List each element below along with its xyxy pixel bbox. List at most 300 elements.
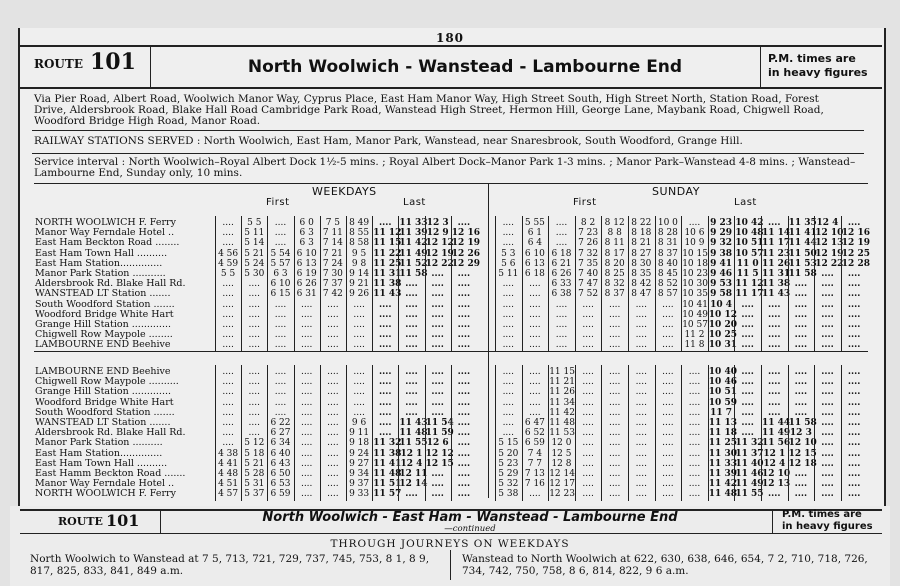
timetable-cell: 11 58 <box>788 418 817 428</box>
timetable-cell: .... <box>768 387 781 398</box>
timetable-cell: 6 27 <box>270 428 291 439</box>
timetable-cell: .... <box>457 299 471 310</box>
timetable-cell: 9 14 <box>349 269 370 279</box>
through-divider <box>450 550 451 580</box>
timetable-cell: .... <box>662 469 674 479</box>
timetable-cell: 10 18 <box>682 258 708 269</box>
timetable-cell: .... <box>274 238 287 249</box>
timetable-cell: 11 57 <box>373 489 402 500</box>
timetable-cell: 8 17 <box>604 248 625 259</box>
timetable-cell: 11 31 <box>373 269 402 279</box>
timetable-cell: .... <box>300 330 313 341</box>
timetable-cell: 11 38 <box>373 448 402 459</box>
timetable-cell: 11 48 <box>373 469 402 479</box>
timetable-cell: 5 5 <box>220 269 236 279</box>
timetable-cell: 11 49 <box>735 479 764 490</box>
timetable-cell: 5 21 <box>244 458 265 469</box>
timetable-cell: .... <box>529 320 541 330</box>
timetable-cell: .... <box>555 330 568 341</box>
timetable-cell: 8 42 <box>631 279 652 290</box>
timetable-cell: .... <box>662 387 674 398</box>
timetable-cell: 12 4 <box>400 458 423 469</box>
timetable-cell: 11 15 <box>373 238 402 249</box>
timetable-cell: .... <box>768 377 781 388</box>
timetable-cell: .... <box>457 407 471 418</box>
timetable-cell: 10 6 <box>684 228 705 239</box>
timetable-cell: 11 39 <box>708 469 737 479</box>
timetable-cell: .... <box>274 309 287 320</box>
timetable-cell: .... <box>248 387 260 398</box>
timetable-cell: 12 0 <box>551 438 572 449</box>
timetable-cell: .... <box>300 387 313 398</box>
timetable-cell: .... <box>847 407 861 418</box>
timetable-cell: 11 0 <box>736 258 759 269</box>
pm-note <box>782 509 873 533</box>
timetable-cell: .... <box>502 330 515 341</box>
timetable-cell: 9 38 <box>710 248 733 259</box>
stop-name: Aldersbrook Rd. Blake Hall Rd. <box>35 427 186 439</box>
timetable-cell: 6 31 <box>296 289 317 300</box>
timetable-cell: 11 12 <box>373 228 402 239</box>
timetable-cell: 6 1 <box>527 228 543 239</box>
timetable-cell: .... <box>300 428 313 439</box>
timetable-cell: .... <box>741 407 754 418</box>
timetable-cell: 6 19 <box>296 269 317 279</box>
rule <box>32 153 864 154</box>
timetable-cell: 8 40 <box>657 258 678 269</box>
timetable-cell: .... <box>635 340 648 351</box>
timetable-cell: .... <box>688 418 701 428</box>
timetable-cell: .... <box>821 428 834 439</box>
timetable-cell: .... <box>457 418 471 428</box>
timetable-cell: 10 30 <box>682 279 708 290</box>
timetable-cell: .... <box>457 330 471 341</box>
timetable-cell: .... <box>502 418 515 428</box>
timetable-cell: .... <box>353 309 365 320</box>
timetable-cell: .... <box>821 469 834 479</box>
timetable-cell: 6 10 <box>270 279 291 290</box>
timetable-cell: 10 35 <box>682 289 708 300</box>
timetable-cell: .... <box>353 367 365 377</box>
timetable-cell: 10 25 <box>708 330 737 341</box>
timetable-cell: .... <box>222 397 234 408</box>
stop-name: South Woodford Station ....... <box>35 298 175 310</box>
timetable-cell: 12 10 <box>815 228 844 239</box>
route-number: 101 <box>90 49 136 75</box>
timetable-cell: .... <box>327 458 339 469</box>
route-number: 101 <box>106 511 140 530</box>
timetable-cell: 11 48 <box>399 428 428 439</box>
timetable-cell: .... <box>222 428 234 439</box>
timetable-cell: 12 23 <box>549 489 575 500</box>
timetable-cell: .... <box>300 309 313 320</box>
timetable-cell: .... <box>794 407 808 418</box>
timetable-cell: .... <box>300 397 313 408</box>
timetable-cell: 11 32 <box>373 438 402 449</box>
timetable-cell: 5 3 <box>501 248 516 259</box>
timetable-cell: .... <box>379 340 392 351</box>
timetable-cell: 5 24 <box>244 258 265 269</box>
timetable-cell: .... <box>248 309 260 320</box>
header-divider <box>150 47 151 87</box>
timetable-cell: 6 34 <box>270 438 291 449</box>
timetable-cell: .... <box>608 330 621 341</box>
timetable-cell: .... <box>847 289 861 300</box>
timetable-cell: .... <box>457 397 471 408</box>
timetable-cell: .... <box>431 320 444 330</box>
timetable-cell: .... <box>405 330 418 341</box>
timetable-cell: .... <box>635 438 648 449</box>
continued-title: North Woolwich - East Ham - Wanstead - Lambourne End <box>262 510 678 525</box>
timetable-cell: .... <box>582 397 594 408</box>
timetable-cell: 5 23 <box>498 458 519 469</box>
timetable-cell: 11 23 <box>762 248 791 259</box>
timetable-cell: 9 8 <box>351 258 367 269</box>
timetable-cell: 12 19 <box>425 248 454 259</box>
timetable-cell: .... <box>794 397 808 408</box>
timetable-cell: .... <box>353 397 365 408</box>
timetable-cell: .... <box>582 340 594 351</box>
timetable-cell: 6 59 <box>270 489 291 500</box>
route-label: ROUTE <box>58 515 103 528</box>
timetable-cell: 12 25 <box>841 248 870 259</box>
timetable-cell: .... <box>502 428 515 439</box>
timetable-cell: .... <box>457 340 471 351</box>
timetable-cell: .... <box>608 448 621 459</box>
timetable-cell: 5 20 <box>498 448 519 459</box>
timetable-cell: .... <box>608 418 621 428</box>
timetable-cell: .... <box>847 428 861 439</box>
timetable-cell: 6 40 <box>270 448 291 459</box>
sunday-heading: SUNDAY <box>652 185 700 198</box>
timetable-cell: 12 1 <box>400 448 423 459</box>
timetable-cell: .... <box>457 387 471 398</box>
timetable-cell: 12 15 <box>425 458 454 469</box>
timetable-cell: 12 10 <box>788 438 817 449</box>
timetable-cell: 8 20 <box>604 258 625 269</box>
first-label: First <box>573 197 597 208</box>
timetable-cell: 11 17 <box>735 289 764 300</box>
timetable-cell: 6 13 <box>296 258 317 269</box>
timetable-cell: 9 58 <box>710 289 733 300</box>
pm-note-line: in heavy figures <box>768 66 868 79</box>
timetable-cell: .... <box>635 489 648 500</box>
timetable-cell: .... <box>274 320 287 330</box>
service-line: Lambourne End, Sunday only, 10 mins. <box>34 167 243 179</box>
timetable-cell: .... <box>300 320 313 330</box>
timetable-cell: 12 16 <box>451 228 480 239</box>
timetable-cell: .... <box>327 479 339 490</box>
timetable-cell: .... <box>662 407 674 418</box>
stop-name: WANSTEAD LT Station ....... <box>35 417 171 428</box>
timetable-cell: .... <box>457 377 471 388</box>
timetable-cell: 11 26 <box>762 258 791 269</box>
timetable-cell: 9 29 <box>710 228 733 239</box>
timetable-cell: .... <box>327 340 339 351</box>
timetable-cell: 5 37 <box>244 489 265 500</box>
stop-name: Manor Way Ferndale Hotel .. <box>35 478 175 490</box>
timetable-cell: .... <box>582 299 594 310</box>
timetable-cell: .... <box>608 320 621 330</box>
timetable-cell: 11 43 <box>399 418 428 428</box>
timetable-cell: .... <box>847 320 861 330</box>
timetable-cell: 7 14 <box>322 238 343 249</box>
timetable-cell: .... <box>222 238 234 249</box>
timetable-cell: .... <box>248 418 260 428</box>
timetable-cell: 12 19 <box>841 238 870 249</box>
timetable-cell: .... <box>327 309 339 320</box>
timetable-cell: .... <box>821 269 834 279</box>
timetable-cell: .... <box>794 289 808 300</box>
timetable-cell: .... <box>662 367 674 377</box>
timetable-cell: 12 13 <box>815 238 844 249</box>
continued-section <box>10 506 890 586</box>
timetable-cell: .... <box>608 479 621 490</box>
timetable-cell: 9 41 <box>710 258 733 269</box>
timetable-cell: .... <box>529 340 541 351</box>
timetable-cell: .... <box>502 387 515 398</box>
timetable-cell: 7 52 <box>578 289 599 300</box>
timetable-cell: .... <box>327 320 339 330</box>
stop-name: NORTH WOOLWICH F. Ferry <box>35 217 176 228</box>
timetable-cell: .... <box>405 489 418 500</box>
timetable-cell: 8 49 <box>349 218 370 228</box>
timetable-cell: 9 23 <box>710 218 733 228</box>
timetable-cell: .... <box>529 377 541 388</box>
timetable-cell: 5 32 <box>498 479 519 490</box>
timetable-cell: .... <box>431 269 444 279</box>
timetable-cell: 10 57 <box>682 320 708 330</box>
timetable-cell: .... <box>222 228 234 239</box>
timetable-cell: 8 58 <box>349 238 370 249</box>
timetable-cell: .... <box>847 479 861 490</box>
stop-name: LAMBOURNE END Beehive <box>35 339 171 351</box>
timetable-cell: .... <box>847 418 861 428</box>
timetable-cell: .... <box>353 407 365 418</box>
last-label: Last <box>403 197 426 208</box>
header-divider <box>760 47 761 87</box>
timetable-cell: 8 27 <box>631 248 652 259</box>
timetable-cell: 10 46 <box>708 377 737 388</box>
timetable-cell: 7 24 <box>322 258 343 269</box>
timetable-cell: 6 43 <box>270 458 291 469</box>
timetable-cell: .... <box>222 377 234 388</box>
timetable-cell: 4 59 <box>218 258 239 269</box>
stop-name: WANSTEAD LT Station ....... <box>35 288 171 300</box>
timetable-cell: .... <box>582 367 594 377</box>
timetable-cell: .... <box>353 377 365 388</box>
timetable-cell: .... <box>457 279 471 290</box>
timetable-cell: 6 0 <box>299 218 314 228</box>
timetable-cell: 10 51 <box>735 238 764 249</box>
timetable-cell: 10 23 <box>682 269 708 279</box>
timetable-cell: 6 33 <box>551 279 572 290</box>
timetable-cell: .... <box>379 397 392 408</box>
table-top-rule <box>34 183 868 184</box>
timetable-cell: .... <box>608 458 621 469</box>
timetable-cell: .... <box>457 489 471 500</box>
timetable-cell: 9 32 <box>710 238 733 249</box>
timetable-cell: .... <box>405 279 418 290</box>
timetable-cell: .... <box>662 489 674 500</box>
timetable-cell: .... <box>502 238 515 249</box>
timetable-cell: .... <box>768 218 781 228</box>
timetable-cell: .... <box>431 340 444 351</box>
timetable-cell: .... <box>555 320 568 330</box>
timetable-cell: .... <box>431 309 444 320</box>
timetable-cell: .... <box>431 479 444 490</box>
timetable-cell: 11 53 <box>549 428 575 439</box>
timetable-cell: .... <box>582 489 594 500</box>
timetable-cell: 8 55 <box>349 228 370 239</box>
timetable-cell: 8 11 <box>604 238 625 249</box>
timetable-cell: .... <box>327 448 339 459</box>
continued-label: —continued <box>444 524 496 534</box>
timetable-cell: 11 42 <box>708 479 737 490</box>
timetable-cell: .... <box>821 407 834 418</box>
timetable-cell: .... <box>300 479 313 490</box>
stop-name: Manor Park Station ........... <box>35 268 166 279</box>
timetable-cell: 4 56 <box>218 248 239 259</box>
timetable-cell: 8 22 <box>631 218 652 228</box>
timetable-cell: .... <box>555 340 568 351</box>
timetable-cell: .... <box>608 340 621 351</box>
timetable-cell: 11 33 <box>708 458 737 469</box>
timetable-cell: 8 37 <box>657 248 678 259</box>
timetable-cell: .... <box>502 397 515 408</box>
stop-name: South Woodford Station ....... <box>35 406 175 418</box>
timetable-cell: .... <box>502 299 515 310</box>
timetable-cell: 9 34 <box>349 469 370 479</box>
timetable-cell: 8 25 <box>604 269 625 279</box>
timetable-cell: 11 14 <box>762 228 791 239</box>
timetable-cell: .... <box>741 367 754 377</box>
timetable-cell: 11 38 <box>373 279 402 290</box>
timetable-cell: .... <box>794 469 808 479</box>
timetable-cell: 11 2 <box>684 330 705 341</box>
timetable-cell: .... <box>248 279 260 290</box>
timetable-cell: 8 45 <box>657 269 678 279</box>
timetable-cell: 9 37 <box>349 479 370 490</box>
timetable-cell: 11 49 <box>399 248 428 259</box>
timetable-cell: .... <box>431 469 444 479</box>
timetable-cell: 11 43 <box>373 289 402 300</box>
timetable-cell: .... <box>688 479 701 490</box>
timetable-cell: .... <box>222 320 234 330</box>
timetable-cell: .... <box>847 397 861 408</box>
timetable-cell: .... <box>222 218 234 228</box>
timetable-cell: 6 18 <box>524 269 545 279</box>
timetable-cell: 11 30 <box>708 448 737 459</box>
timetable-cell: 11 58 <box>788 269 817 279</box>
timetable-cell: 6 15 <box>270 289 291 300</box>
timetable-cell: .... <box>222 309 234 320</box>
timetable-cell: .... <box>821 397 834 408</box>
timetable-cell: .... <box>794 309 808 320</box>
timetable-cell: .... <box>662 299 674 310</box>
timetable-cell: .... <box>353 387 365 398</box>
timetable-cell: .... <box>379 299 392 310</box>
timetable-cell: .... <box>529 289 541 300</box>
timetable-cell: 7 11 <box>322 228 343 239</box>
timetable-grid <box>20 183 882 498</box>
timetable-cell: .... <box>688 469 701 479</box>
stop-name: East Ham Station.............. <box>35 447 163 459</box>
timetable-cell: .... <box>741 320 754 330</box>
timetable-cell: .... <box>821 320 834 330</box>
timetable-cell: 11 18 <box>708 428 737 439</box>
route-header <box>20 45 882 89</box>
timetable-cell: .... <box>405 377 418 388</box>
timetable-cell: 7 40 <box>578 269 599 279</box>
timetable-cell: 9 46 <box>710 269 733 279</box>
timetable-cell: 11 37 <box>735 448 764 459</box>
continued-header <box>20 509 882 534</box>
timetable-cell: 7 16 <box>524 479 545 490</box>
stop-name: Woodford Bridge White Hart <box>35 396 174 408</box>
timetable-cell: 5 14 <box>244 238 265 249</box>
timetable-cell: .... <box>353 340 365 351</box>
timetable-cell: .... <box>327 489 339 500</box>
timetable-cell: .... <box>688 218 701 228</box>
timetable-cell: .... <box>662 428 674 439</box>
timetable-cell: .... <box>405 289 418 300</box>
timetable-cell: .... <box>353 330 365 341</box>
timetable-cell: .... <box>379 218 392 228</box>
timetable-cell: .... <box>300 418 313 428</box>
timetable-cell: .... <box>379 330 392 341</box>
timetable-cell: .... <box>847 367 861 377</box>
timetable-cell: .... <box>327 428 339 439</box>
timetable-cell: .... <box>300 407 313 418</box>
timetable-cell: 11 48 <box>708 489 737 500</box>
timetable-cell: .... <box>741 330 754 341</box>
timetable-cell: .... <box>502 377 515 388</box>
timetable-cell: .... <box>379 407 392 418</box>
timetable-cell: .... <box>274 377 287 388</box>
timetable-cell: .... <box>688 367 701 377</box>
timetable-cell: 7 5 <box>325 218 341 228</box>
timetable-cell: 12 22 <box>425 258 454 269</box>
timetable-cell: .... <box>379 428 392 439</box>
timetable-cell: .... <box>741 397 754 408</box>
timetable-cell: 9 18 <box>349 438 370 449</box>
timetable-cell: .... <box>741 418 754 428</box>
timetable-cell: .... <box>248 320 260 330</box>
timetable-cell: 11 51 <box>373 479 402 490</box>
timetable-cell: .... <box>847 309 861 320</box>
timetable-cell: .... <box>635 428 648 439</box>
timetable-cell: 12 8 <box>551 458 572 469</box>
timetable-cell: 6 18 <box>551 248 572 259</box>
timetable-cell: .... <box>274 340 287 351</box>
timetable-cell: 10 49 <box>682 309 708 320</box>
timetable-cell: 12 3 <box>789 428 812 439</box>
timetable-cell: .... <box>608 428 621 439</box>
timetable-cell: 5 5 <box>247 218 262 228</box>
timetable-cell: .... <box>248 299 260 310</box>
stop-name: Chigwell Row Maypole .......... <box>35 376 179 388</box>
timetable-cell: 10 0 <box>657 218 678 228</box>
timetable-cell: 12 29 <box>451 258 480 269</box>
header-divider <box>772 511 773 533</box>
timetable-cell: .... <box>582 428 594 439</box>
timetable-cell: 12 11 <box>399 469 428 479</box>
stop-name: Manor Park Station .......... <box>35 437 163 449</box>
route-label: ROUTE <box>34 57 83 71</box>
timetable-cell: .... <box>300 458 313 469</box>
timetable-cell: 7 4 <box>527 448 543 459</box>
